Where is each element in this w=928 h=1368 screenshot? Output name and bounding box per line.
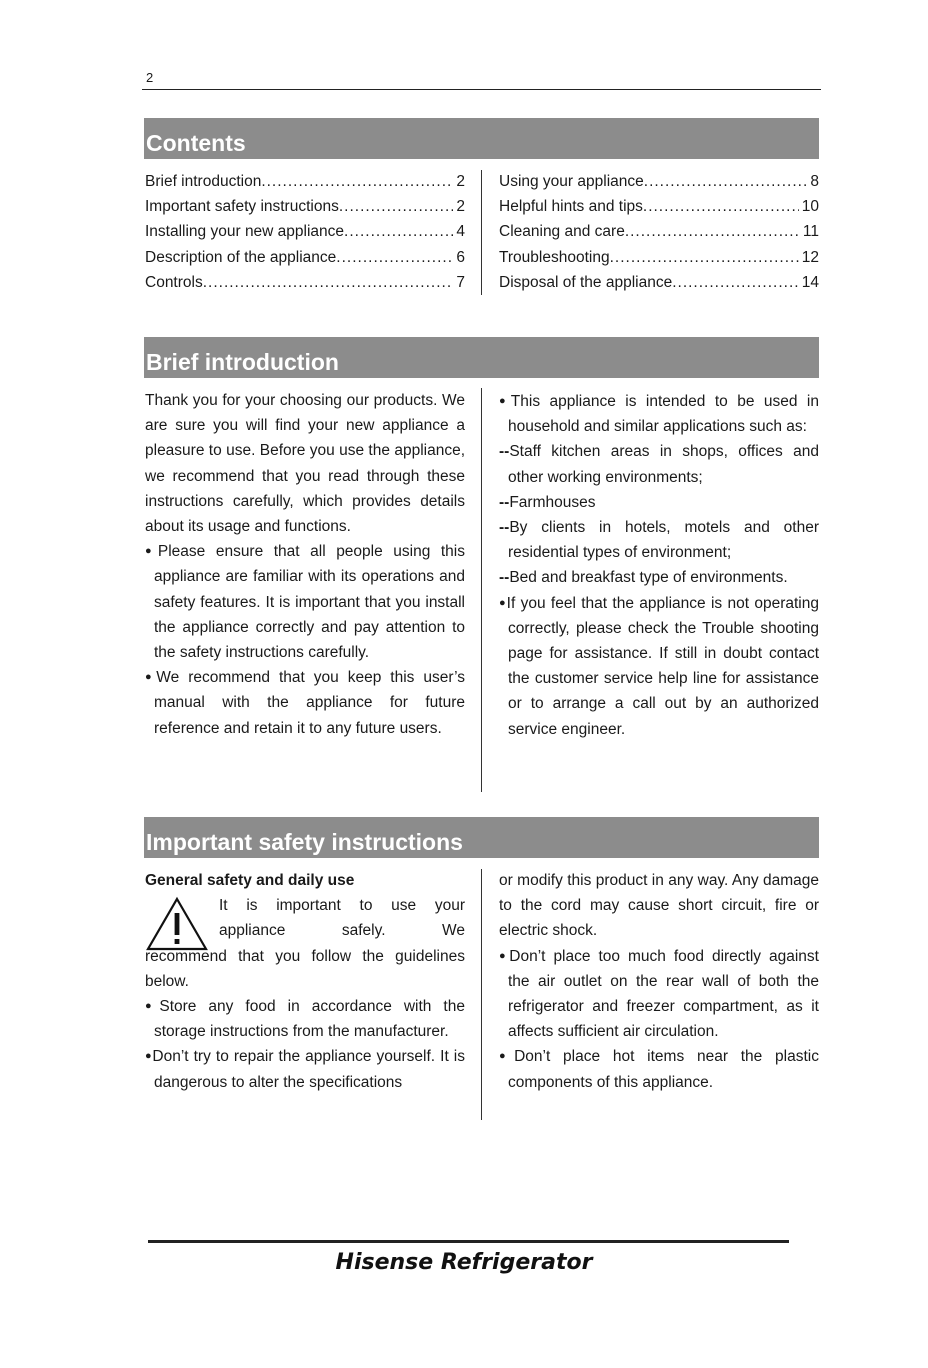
toc-title: Brief introduction — [145, 173, 262, 190]
bullet-item — [499, 1044, 819, 1094]
safety-right-column — [499, 868, 819, 1095]
toc-title: Troubleshooting — [499, 248, 610, 266]
bullet-item — [499, 389, 819, 439]
toc-entry[interactable] — [145, 245, 465, 270]
toc-left-column — [145, 169, 465, 295]
dash-text: By clients in hotels, motels and other residential types of environment; — [508, 519, 819, 562]
bullet-text: Store any food in accordance with the storage instructions from the manufacturer. — [154, 998, 465, 1041]
header-rule — [142, 89, 821, 90]
bullet-item — [499, 591, 819, 742]
bullet-item — [145, 539, 465, 665]
toc-leader — [625, 219, 800, 244]
toc-leader — [610, 245, 799, 270]
footer-rule — [148, 1240, 789, 1243]
bullet-text: This appliance is intended to be used in household and similar applications such as: — [508, 393, 819, 436]
toc-entry[interactable] — [145, 194, 465, 219]
intro-left-column — [145, 388, 465, 741]
toc-page: 12 — [801, 248, 819, 266]
dash-icon: -- — [499, 519, 510, 537]
bullet-icon: ● — [145, 1050, 153, 1063]
bullet-text: Don’t place too much food directly against the air outlet on the rear wall of both the refrigerator and freezer compartment, as it affects sufficient air circulation. — [508, 947, 819, 1041]
column-divider — [481, 869, 482, 1120]
toc-right-column — [499, 169, 819, 295]
toc-page: 11 — [802, 223, 819, 241]
toc-page: 14 — [801, 273, 819, 291]
intro-paragraph: Thank you for your choosing our products. We are sure you will find your new appliance a pleasure to use. Before you use the appliance, we recommend that you read through these instructions carefully, which provides details about its usage and functions. — [145, 392, 465, 536]
toc-title: Using your appliance — [499, 173, 644, 190]
dash-text: Farmhouses — [509, 493, 596, 511]
subheading: General safety and daily use — [145, 872, 355, 889]
safety-paragraph: or modify this product in any way. Any damage to the cord may cause short circuit, fire or electric shock. — [499, 872, 819, 940]
toc-entry[interactable] — [499, 169, 819, 194]
dash-item — [499, 515, 819, 565]
toc-page: 2 — [456, 173, 465, 190]
toc-leader — [339, 194, 454, 219]
intro-right-column — [499, 389, 819, 742]
toc-title: Installing your new appliance — [145, 223, 345, 241]
dash-item — [499, 565, 819, 590]
toc-title: Important safety instructions — [145, 198, 339, 216]
bullet-icon: ● — [145, 545, 158, 558]
toc-page: 7 — [456, 273, 465, 291]
toc-title: Cleaning and care — [499, 223, 625, 241]
toc-leader — [672, 270, 799, 295]
toc-page: 2 — [456, 198, 465, 216]
section-heading-safety: Important safety instructions — [144, 817, 819, 858]
dash-text: Staff kitchen areas in shops, offices and other working environments; — [508, 443, 819, 486]
warning-text-line: It is important to use your — [219, 897, 465, 915]
bullet-text: Please ensure that all people using this appliance are familiar with its operations and safety features. It is important that you install the appliance correctly and pay attention to the safety instructions carefully. — [154, 543, 465, 662]
section-heading-contents: Contents — [144, 118, 819, 159]
warning-block — [145, 893, 465, 943]
toc-entry[interactable] — [145, 169, 465, 194]
toc-leader — [644, 169, 808, 194]
bullet-icon: ● — [499, 395, 511, 407]
bullet-item — [145, 1044, 465, 1094]
page-number: 2 — [146, 70, 154, 85]
bullet-icon: ● — [145, 671, 157, 684]
toc-page: 6 — [456, 248, 465, 266]
toc-entry[interactable] — [145, 219, 465, 244]
bullet-text: If you feel that the appliance is not operating correctly, please check the Trouble shooting page for assistance. If still in doubt contact the customer service help line for assistance or to arrange a call out by an authorized service engineer. — [506, 594, 819, 738]
toc-title: Controls — [145, 273, 203, 291]
section-heading-brief-introduction: Brief introduction — [144, 337, 819, 378]
safety-left-column — [145, 868, 465, 1095]
toc-entry[interactable] — [145, 270, 465, 295]
toc-page: 8 — [810, 173, 819, 190]
toc-leader — [203, 270, 454, 295]
warning-text-line: appliance safely. We — [219, 922, 465, 940]
bullet-text: We recommend that you keep this user’s manual with the appliance for future reference and retain it to any future users. — [154, 669, 465, 737]
toc-leader — [336, 245, 453, 270]
column-divider — [481, 170, 482, 295]
bullet-text: Don’t try to repair the appliance yourself. It is dangerous to alter the specifications — [152, 1048, 465, 1091]
bullet-item — [145, 994, 465, 1044]
dash-text: Bed and breakfast type of environments. — [509, 569, 788, 587]
brand-footer: Hisense Refrigerator — [335, 1250, 593, 1275]
toc-title: Helpful hints and tips — [499, 198, 643, 216]
bullet-icon: ● — [499, 1050, 515, 1063]
bullet-icon: ● — [499, 596, 507, 609]
bullet-item — [145, 665, 465, 741]
toc-page: 10 — [801, 198, 819, 216]
toc-entry[interactable] — [499, 219, 819, 244]
dash-icon: -- — [499, 569, 510, 587]
toc-page: 4 — [456, 223, 465, 241]
dash-item — [499, 439, 819, 489]
dash-icon: -- — [499, 443, 510, 461]
bullet-item — [499, 944, 819, 1045]
toc-entry[interactable] — [499, 245, 819, 270]
safety-paragraph: recommend that you follow the guidelines below. — [145, 947, 465, 990]
toc-leader — [643, 194, 799, 219]
toc-leader — [344, 219, 453, 244]
dash-icon: -- — [499, 493, 510, 511]
warning-triangle-icon — [145, 896, 209, 952]
column-divider — [481, 388, 482, 792]
toc-entry[interactable] — [499, 270, 819, 295]
bullet-text: Don’t place hot items near the plastic components of this appliance. — [508, 1048, 819, 1091]
dash-item — [499, 490, 819, 515]
bullet-icon: ● — [145, 1000, 160, 1013]
toc-leader — [261, 169, 453, 194]
toc-title: Disposal of the appliance — [499, 273, 673, 291]
bullet-icon: ● — [499, 949, 510, 962]
toc-entry[interactable] — [499, 194, 819, 219]
toc-title: Description of the appliance — [145, 248, 337, 266]
